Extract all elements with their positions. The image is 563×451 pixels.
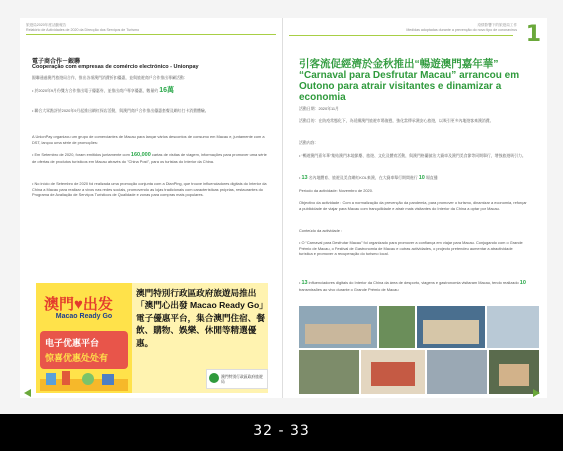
influencer-pt-text: influenciadores digitais do Interior da China da área de desporto, viagens e gastronomia visitaram Macau, tendo realizado [308,280,519,285]
bullet-pt-1-text-a: Em Setembro de 2020, foram emitidos juntamente com [34,152,130,157]
intro-zh: 銀聯通過澳門旅遊局合作，推出各項澳門消費折扣優惠，並與旅遊商戶合作推出專屬活動： [32,75,188,80]
header-rule-right [289,35,513,36]
period-pt: Período da actividade: Novembro de 2020. [299,188,373,193]
bullet-zh-2: • 聯合大眾點評於2020年9月起推出網紅探店活動，與澳門商戶合作推出優惠套餐及網紅打卡消費體驗。 [32,108,209,113]
influencer-pt-end: transmissões ao vivo durante o Grande Prémio de Macau [299,286,399,292]
influencer-pt-value2: 10 [519,280,526,286]
bullet-zh-1: • 於2020年9月份雙方合作推出電子優惠券，並推出商戶專享優惠，數量約 16萬 [32,87,174,94]
period-zh: 活動日期：2020年11月 [299,106,339,111]
ad-logo-en: Macao Ready Go [55,313,113,320]
running-title-right-zh: 疫情影響下的旅遊局工作 [477,23,517,27]
bullet-zh-1-value: 16萬 [159,87,174,94]
event-photo-collage [299,306,539,394]
bullet-pt-1-text-b: cartas de visitas de viagem, informações para promover uma série de ofertas de produtos turísticos em Macau através do "China Post", para os turistas do Interior da China. [32,152,267,164]
left-page [20,18,283,398]
header-rule [26,34,276,35]
influencer-pt-value: 13 [301,280,308,286]
content-pt-label: Conteúdo da actividade : [299,228,343,233]
ad-org-badge [206,369,268,389]
ad-coupon-line2: 惊喜优惠处处有 [45,353,109,363]
next-page-arrow-icon[interactable] [533,389,540,397]
running-title-zh: 旅遊局2020年度活動報告 [26,23,67,27]
ad-caption: 澳門特別行政區政府旅遊局推出「澳門心出發 Macao Ready Go」電子優惠平台，集合澳門住宿、餐飲、購物、娛樂、休閒等精選優惠。 [136,288,265,348]
bullet-pt-2: • No início de Setembro de 2020 foi realizada uma promoção conjunta com a DianPing, que trouxe influenciadores digitais do Interior da China a Macau para realizar a vivos nas redes sociais, promovendo as lojas tradicionais com características próprias, restaurantes do Programa de Avaliação de Serviços Turísticos de Qualidade e zonas para compras mais populares. [32,181,267,198]
ad-card [36,283,132,393]
article-title-zh: 引客流促經濟於金秋推出“暢遊澳門嘉年華” [299,58,499,70]
dst-logo-icon [209,373,219,383]
chapter-number: 1 [525,22,541,47]
macao-ready-go-ad [36,283,268,393]
influencer-zh-text: 名內地體育、旅遊及美食網紅KOL來澳，在大賽車舉行期間進行 [308,175,418,180]
bullet-zh-2-text: 聯合大眾點評於2020年9月起推出網紅探店活動，與澳門商戶合作推出優惠套餐及網紅打卡消費體驗。 [34,108,209,113]
section-heading-pt: Cooperação com empresas de comércio electrónico - Unionpay [32,64,199,70]
content-pt-bullet: • O “Carnaval para Desfrutar Macau” foi organizado para promover a confiança em viajar para Macau. Conjugando com o Grande Prémio de Macau, o Festival de Gastronomia de Macau e outras actividades, o projecto pretendeu aumentar a atractividade turística e promover a recuperação do turismo local. [299,240,523,257]
para-pt: A UnionPay organizou um grupo de comerciantes de Macau para lançar vários descontos de consumo em Macau e, juntamente com a DST, lançou uma série de promoções: [32,134,265,145]
influencer-zh-end: 場直播 [425,175,438,180]
influencer-zh-value: 13 [301,175,308,181]
bullet-pt-1: • Em Setembro de 2020, foram emitidos juntamente com 160,000 cartas de visitas de viagem, informações para promover uma série de ofertas de produtos turísticos em Macau através do "China Post", para os turistas do Interior da China. [32,152,267,164]
ad-coupon-banner [40,331,128,369]
running-title-right [401,23,517,32]
running-title-right-pt: Medidas adoptadas durante a prevenção do novo tipo de coronavírus [406,27,517,32]
bullet-pt-2-text: No início de Setembro de 2020 foi realizada uma promoção conjunta com a DianPing, que trouxe influenciadores digitais do Interior da China a Macau para realizar a vivos nas redes sociais, promovendo as lojas tradicionais com características próprias, restaurantes do Programa de Avaliação de Serviços Turísticos de Qualidade e zonas para compras mais populares. [32,181,267,198]
ad-coupon-line1: 电子优惠平台 [45,338,100,348]
page-numbers: 32 - 33 [253,423,310,439]
article-title-pt: “Carnaval para Desfrutar Macau” arrancou em Outono para atrair visitantes e dinamizar a economia [299,70,520,103]
ad-logo [44,293,113,314]
objective-pt: Objectivo da actividade : Com a normalização da prevenção da pandemia, para promover o turismo, dinamizar a economia, reforçar a publicidade de viajar para Macau com tranquilidade e atrair mais visitantes do Interior da China a optar por Macau. [299,200,527,211]
content-pt-bullet-text: O “Carnaval para Desfrutar Macau” foi organizado para promover a confiança em viajar para Macau. Conjugando com o Grande Prémio de Macau, o Festival de Gastronomia de Macau e outras actividades, o projecto pretendeu aumentar a atractividade turística e promover a recuperação do turismo local. [299,240,523,257]
content-zh-bullet-text: “暢遊澳門嘉年華”集結澳門本地節慶、旅遊、文化及體育活動，與澳門格蘭披治大賽車及澳門美食節等同期舉行，增強旅遊吸引力。 [301,153,526,158]
content-zh-bullet: • “暢遊澳門嘉年華”集結澳門本地節慶、旅遊、文化及體育活動，與澳門格蘭披治大賽車及澳門美食節等同期舉行，增強旅遊吸引力。 [299,153,526,158]
influencer-pt: • 13 influenciadores digitais do Interior da China da área de desporto, viagens e gastronomia visitaram Macau, tendo realizado 10 transmissões ao vivo durante o Grande Prémio de Macau [299,280,526,292]
content-zh-label: 活動內容： [299,140,319,145]
bullet-pt-1-value: 160,000 [130,152,151,158]
section-heading-zh: 電子商合作－銀聯 [32,59,81,65]
ad-logo-zh: 澳門 [44,296,75,313]
running-title [26,23,206,32]
objective-zh: 活動目的：在防疫常態化下，為延續澳門旅遊市場復甦，強化當傳承澳安心旅遊，以吸引更多內地遊客來澳消費。 [299,118,494,123]
influencer-zh: • 13 名內地體育、旅遊及美食網紅KOL來澳，在大賽車舉行期間進行 10 場直播 [299,175,438,181]
influencer-zh-value2: 10 [418,175,425,181]
bullet-zh-1-text: 於2020年9月份雙方合作推出電子優惠券，並推出商戶專享優惠，數量約 [34,88,159,93]
ad-org: 澳門特別行政區政府旅遊局 [221,375,263,384]
heart-icon: ♥ [74,296,83,313]
prev-page-arrow-icon[interactable] [24,389,31,397]
ad-illustration [40,371,128,391]
ad-logo-suffix: 出发 [82,296,113,313]
right-page [283,18,547,398]
page-footer-bar [0,414,563,451]
running-title-pt: Relatório de Actividades de 2020 da Direcção dos Serviços de Turismo [26,27,140,32]
